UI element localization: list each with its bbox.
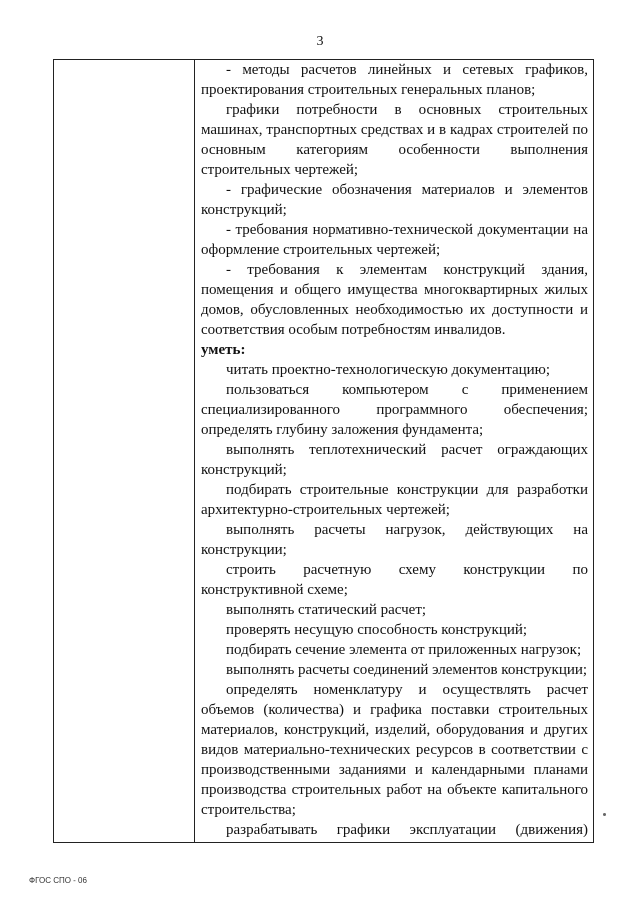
knowledge-item: - графические обозначения материалов и элементов конструкций; — [201, 182, 588, 218]
skill-item: пользоваться компьютером с применением специализированного программного обеспечения; определять глубину заложения фундамента; — [201, 382, 588, 438]
skill-item: строить расчетную схему конструкции по конструктивной схеме; — [201, 562, 588, 598]
skill-item: подбирать сечение элемента от приложенных нагрузок; — [226, 642, 582, 658]
skill-item: выполнять расчеты соединений элементов конструкции; — [226, 662, 588, 678]
section-heading-skills: уметь: — [201, 342, 246, 358]
skill-item: выполнять теплотехнический расчет ограждающих конструкций; — [201, 442, 588, 478]
knowledge-item: - методы расчетов линейных и сетевых графиков, проектирования строительных генеральных планов; — [201, 62, 588, 98]
knowledge-item: графики потребности в основных строительных машинах, транспортных средствах и в кадрах строителей по основным категориям особенности выполнения строительных чертежей; — [201, 102, 588, 178]
skill-item: выполнять расчеты нагрузок, действующих на конструкции; — [201, 522, 588, 558]
skill-item: подбирать строительные конструкции для разработки архитектурно-строительных чертежей; — [201, 482, 588, 518]
knowledge-item: - требования нормативно-технической документации на оформление строительных чертежей; — [201, 222, 588, 258]
skill-item: выполнять статический расчет; — [226, 602, 427, 618]
skill-item: разрабатывать графики эксплуатации (движения) — [226, 822, 588, 838]
page-number: 3 — [316, 34, 324, 49]
content-table — [53, 59, 594, 843]
knowledge-item: - требования к элементам конструкций здания, помещения и общего имущества многоквартирных жилых домов, обусловленных необходимостью их доступности и соответствия особым потребностям инвалидов. — [201, 262, 588, 338]
footer-text: ФГОС СПО - 06 — [29, 876, 87, 885]
skill-item: проверять несущую способность конструкций; — [226, 622, 528, 638]
skill-item: определять номенклатуру и осуществлять расчет объемов (количества) и графика поставки строительных материалов, конструкций, изделий, оборудования и других видов материально-технических ресурсов в соответствии с производственными заданиями и календарными планами производства строительных работ на объекте капитального строительства; — [201, 682, 588, 818]
skill-item: читать проектно-технологическую документацию; — [226, 362, 551, 378]
table-left-column — [54, 60, 195, 842]
table-right-column — [195, 60, 593, 842]
scan-mark — [603, 813, 606, 816]
